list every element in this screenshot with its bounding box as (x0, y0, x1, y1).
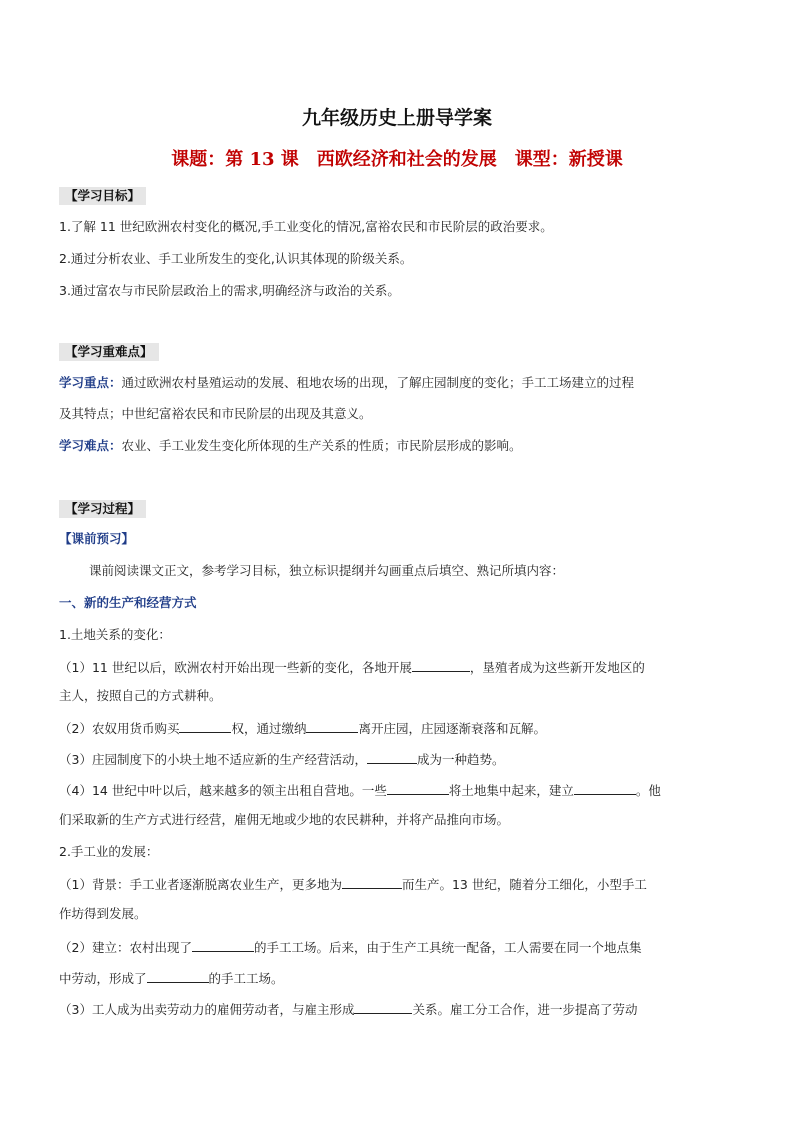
key-point-text: 通过欧洲农村垦殖运动的发展、租地农场的出现，了解庄园制度的变化；手工工场建立的过程 (121, 375, 635, 390)
text-segment: （1）11 世纪以后，欧洲农村开始出现一些新的变化，各地开展 (59, 660, 412, 675)
fill-line (59, 1000, 739, 1018)
fill-line-cont: 主人，按照自己的方式耕种。 (59, 688, 222, 703)
fill-line-cont: 作坊得到发展。 (59, 906, 147, 921)
text-segment: 的手工工场。 (208, 971, 284, 986)
goal-item: 1.了解 11 世纪欧洲农村变化的概况,手工业变化的情况,富裕农民和市民阶层的政治要求。 (59, 219, 553, 234)
text-segment: 中劳动，形成了 (59, 971, 147, 986)
fill-line (59, 969, 739, 987)
text-segment: 的手工工场。后来，由于生产工具统一配备，工人需要在同一个地点集 (253, 940, 642, 955)
fill-line (59, 938, 739, 956)
goal-item: 2.通过分析农业、手工业所发生的变化,认识其体现的阶级关系。 (59, 251, 413, 266)
preview-label: 【课前预习】 (59, 531, 135, 546)
text-segment: 将土地集中起来，建立 (448, 783, 574, 798)
text-segment: （3）工人成为出卖劳动力的雇佣劳动者，与雇主形成 (59, 1002, 355, 1017)
fill-blank[interactable] (306, 719, 358, 733)
fill-blank[interactable] (574, 781, 636, 795)
fill-line (59, 781, 739, 799)
fill-blank[interactable] (412, 658, 470, 672)
fill-line (59, 750, 739, 768)
fill-blank[interactable] (192, 938, 254, 952)
section-heading: 一、新的生产和经营方式 (59, 595, 197, 610)
fill-line (59, 875, 739, 893)
text-segment: （4）14 世纪中叶以后，越来越多的领主出租自营地。一些 (59, 783, 387, 798)
text-segment: （2）建立：农村出现了 (59, 940, 192, 955)
difficulty-line (59, 438, 739, 454)
difficulty-label: 学习难点： (59, 438, 122, 453)
lesson-subtitle: 课题：第 13 课 西欧经济和社会的发展 课型：新授课 (171, 149, 623, 170)
fill-line (59, 719, 739, 737)
text-segment: 权，通过缴纳 (231, 721, 307, 736)
goals-header: 【学习目标】 (59, 187, 146, 205)
keypoints-header: 【学习重难点】 (59, 343, 159, 361)
fill-blank[interactable] (342, 875, 402, 889)
subsection-heading: 2.手工业的发展： (59, 844, 159, 859)
subsection-heading: 1.土地关系的变化： (59, 627, 171, 642)
text-segment: 而生产。13 世纪，随着分工细化，小型手工 (401, 877, 647, 892)
text-segment: （3）庄园制度下的小块土地不适应新的生产经营活动， (59, 752, 367, 767)
key-point-label: 学习重点： (59, 375, 122, 390)
goal-item: 3.通过富农与市民阶层政治上的需求,明确经济与政治的关系。 (59, 283, 400, 298)
fill-blank[interactable] (367, 750, 417, 764)
text-segment: 离开庄园，庄园逐渐衰落和瓦解。 (358, 721, 546, 736)
key-point-line (59, 375, 739, 391)
fill-blank[interactable] (147, 969, 209, 983)
text-segment: 关系。雇工分工合作，进一步提高了劳动 (412, 1002, 638, 1017)
preview-intro: 课前阅读课文正文，参考学习目标，独立标识提纲并勾画重点后填空、熟记所填内容： (89, 563, 565, 578)
process-header: 【学习过程】 (59, 500, 146, 518)
text-segment: ，垦殖者成为这些新开发地区的 (469, 660, 645, 675)
document-title: 九年级历史上册导学案 (301, 107, 492, 129)
key-point-text-cont: 及其特点；中世纪富裕农民和市民阶层的出现及其意义。 (59, 406, 372, 421)
text-segment: 成为一种趋势。 (416, 752, 505, 767)
difficulty-text: 农业、手工业发生变化所体现的生产关系的性质；市民阶层形成的影响。 (121, 438, 522, 453)
fill-blank[interactable] (387, 781, 449, 795)
fill-blank[interactable] (179, 719, 231, 733)
text-segment: （2）农奴用货币购买 (59, 721, 180, 736)
fill-blank[interactable] (354, 1000, 412, 1014)
text-segment: （1）背景：手工业者逐渐脱离农业生产，更多地为 (59, 877, 342, 892)
text-segment: 。他 (635, 783, 661, 798)
fill-line (59, 658, 739, 676)
fill-line-cont: 们采取新的生产方式进行经营，雇佣无地或少地的农民耕种，并将产品推向市场。 (59, 812, 510, 827)
